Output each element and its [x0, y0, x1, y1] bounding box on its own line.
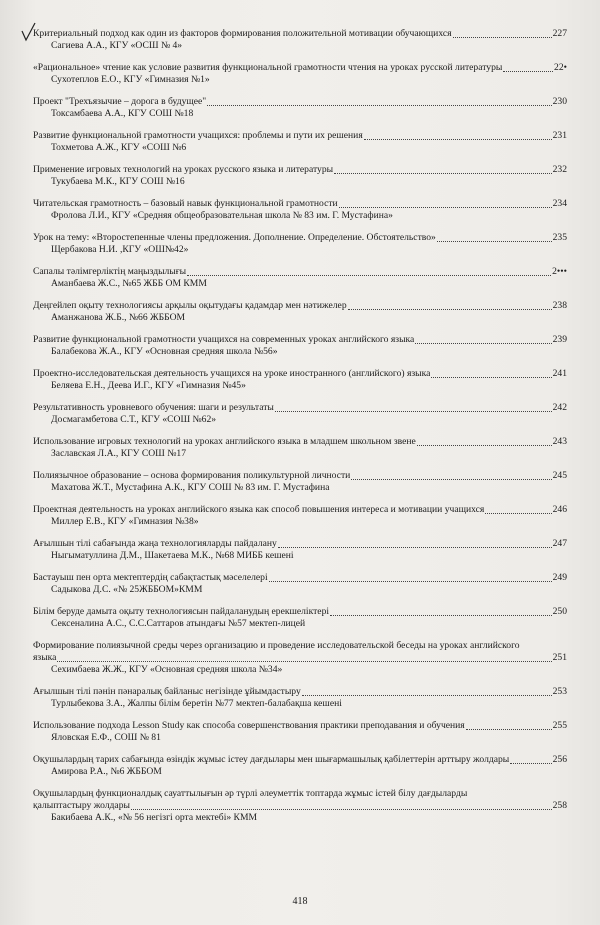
toc-entry-author: Бакибаева А.К., «№ 56 негізгі орта мектебі» КММ [51, 812, 258, 823]
dot-leader [437, 240, 552, 242]
entry-title-text: Результативность уровневого обучения: шаги и результаты [33, 402, 274, 413]
toc-entry-title [33, 402, 567, 414]
toc-entry-title [33, 572, 567, 584]
entry-page-number: 227 [552, 28, 567, 39]
dot-leader [57, 660, 551, 662]
toc-entry-title [33, 96, 567, 108]
toc-entry-title [33, 164, 567, 176]
entry-title-text: Ағылшын тілі сабағында жаңа технологияларды пайдалану [33, 538, 277, 549]
toc-entry-title [33, 300, 567, 312]
entry-title-text: Использование подхода Lesson Study как способа совершенствования практики преподавания и обучения [33, 720, 465, 731]
toc-entry [33, 266, 567, 290]
entry-title-text: Развитие функциональной грамотности учащихся на современных уроках английского языка [33, 334, 415, 345]
toc-entry [33, 436, 567, 460]
entry-title-text: Проектно-исследовательская деятельность учащихся на уроке иностранного (английского) языка [33, 368, 431, 379]
toc-entry [33, 368, 567, 392]
entry-title-text: Деңгейлеп оқыту технологиясы арқылы оқытудағы қадамдар мен нәтижелер [33, 300, 347, 311]
dot-leader [131, 808, 552, 810]
dot-leader [334, 172, 552, 174]
entry-title-text: Развитие функциональной грамотности учащихся: проблемы и пути их решения [33, 130, 363, 141]
entry-title-text: Применение игровых технологий на уроках русского языка и литературы [33, 164, 334, 175]
entry-page-number: 247 [552, 538, 567, 549]
entry-title-text: «Рациональное» чтение как условие развития функциональной грамотности чтения на уроках русской литературы [33, 62, 503, 73]
entry-page-number: 258 [552, 800, 567, 811]
toc-entry-title [33, 232, 567, 244]
dot-leader [466, 728, 552, 730]
toc-entry-title [33, 720, 567, 732]
toc-entry-author: Сексеналина А.С., С.С.Саттаров атындағы №57 мектеп-лицей [51, 618, 306, 629]
toc-entry [33, 96, 567, 120]
toc-entry-title [33, 754, 567, 766]
entry-page-number: 242 [552, 402, 567, 413]
entry-page-number: 245 [552, 470, 567, 481]
toc-entry [33, 28, 567, 52]
entry-title-text: Критериальный подход как один из факторов формирования положительной мотивации обучающихся [33, 28, 452, 39]
toc-entry [33, 334, 567, 358]
toc-entry [33, 640, 567, 676]
toc-entry-author: Ныгыматуллина Д.М., Шакетаева М.К., №68 МИББ кешені [51, 550, 294, 561]
toc-entry-title [33, 436, 567, 448]
toc-entry [33, 470, 567, 494]
table-of-contents [33, 28, 567, 824]
toc-entry-author: Досмагамбетова С.Т., КГУ «СОШ №62» [51, 414, 217, 425]
toc-entry-author: Балабекова Ж.А., КГУ «Основная средняя школа №56» [51, 346, 278, 357]
toc-entry-author: Аманбаева Ж.С., №65 ЖББ ОМ КММ [51, 278, 207, 289]
dot-leader [187, 274, 551, 276]
toc-entry-author: Амирова Р.А., №6 ЖББОМ [51, 766, 162, 777]
entry-title-text: Формирование полиязычной среды через организацию и проведение исследовательской беседы на уроках английского [33, 640, 520, 651]
dot-leader [351, 478, 551, 480]
dot-leader [364, 138, 552, 140]
entry-title-text: Урок на тему: «Второстепенные члены предложения. Дополнение. Определение. Обстоятельство» [33, 232, 436, 243]
dot-leader [417, 444, 552, 446]
entry-title-text: Оқушылардың функционалдық сауаттылығын әр түрлі әлеуметтік топтарда жұмыс істей білу дағдыларды [33, 788, 468, 799]
entry-page-number: 255 [552, 720, 567, 731]
toc-entry-author: Сухотеплов Е.О., КГУ «Гимназия №1» [51, 74, 210, 85]
entry-title-text: қалыптастыру жолдары [33, 800, 130, 811]
toc-entry [33, 130, 567, 154]
entry-title-text: Полиязычное образование – основа формирования поликультурной личности [33, 470, 351, 481]
entry-title-text: Білім беруде дамыта оқыту технологиясын пайдаланудың ерекшеліктері [33, 606, 330, 617]
entry-title-text: Читательская грамотность – базовый навык функциональной грамотности [33, 198, 338, 209]
dot-leader [415, 342, 551, 344]
page-number: 418 [292, 896, 308, 907]
dot-leader [339, 206, 552, 208]
toc-entry-author: Аманжанова Ж.Б., №66 ЖББОМ [51, 312, 186, 323]
toc-entry-author: Садыкова Д.С. «№ 25ЖББОМ»КММ [51, 584, 203, 595]
toc-entry [33, 606, 567, 630]
dot-leader [278, 546, 552, 548]
toc-entry-title [33, 62, 567, 74]
toc-entry [33, 538, 567, 562]
entry-page-number: 232 [552, 164, 567, 175]
entry-title-text: Оқушылардың тарих сабағында өзіндік жұмыс істеу дағдылары мен шығармашылық қабілеттерін арттыру жолдары [33, 754, 510, 765]
toc-entry-title [33, 606, 567, 618]
toc-entry [33, 788, 567, 824]
entry-page-number: 239 [552, 334, 567, 345]
toc-entry-title [33, 686, 567, 698]
toc-entry [33, 686, 567, 710]
toc-entry [33, 504, 567, 528]
entry-page-number: 2••• [552, 266, 567, 277]
dot-leader [510, 762, 551, 764]
toc-entry [33, 754, 567, 778]
entry-page-number: 234 [552, 198, 567, 209]
toc-entry-author: Сагиева А.А., КГУ «ОСШ № 4» [51, 40, 183, 51]
entry-page-number: 22• [554, 62, 567, 73]
toc-entry-title [33, 470, 567, 482]
toc-entry-author: Махатова Ж.Т., Мустафина А.К., КГУ СОШ № 83 им. Г. Мустафина [51, 482, 330, 493]
entry-page-number: 249 [552, 572, 567, 583]
toc-entry-title [33, 640, 567, 664]
entry-title-text: Сапалы тәлімгерліктің маңыздылығы [33, 266, 187, 277]
entry-page-number: 230 [552, 96, 567, 107]
toc-entry [33, 720, 567, 744]
entry-page-number: 238 [552, 300, 567, 311]
entry-title-text: Использование игровых технологий на уроках английского языка в младшем школьном звене [33, 436, 416, 447]
dot-leader [207, 104, 551, 106]
toc-entry-author: Тохметова А.Ж., КГУ «СОШ №6 [51, 142, 187, 153]
toc-entry [33, 232, 567, 256]
toc-entry [33, 198, 567, 222]
toc-entry-title [33, 130, 567, 142]
toc-entry-title [33, 266, 567, 278]
entry-title-text: языка [33, 652, 57, 663]
entry-page-number: 241 [552, 368, 567, 379]
dot-leader [348, 308, 552, 310]
entry-page-number: 251 [552, 652, 567, 663]
toc-entry-author: Беляева Е.Н., Деева И.Г., КГУ «Гимназия №45» [51, 380, 246, 391]
toc-entry-author: Заславская Л.А., КГУ СОШ №17 [51, 448, 187, 459]
entry-page-number: 256 [552, 754, 567, 765]
toc-entry [33, 62, 567, 86]
toc-entry [33, 402, 567, 426]
dot-leader [330, 614, 552, 616]
entry-title-text: Ағылшын тілі пәнін пәнаралық байланыс негізінде ұйымдастыру [33, 686, 301, 697]
toc-entry-title [33, 368, 567, 380]
toc-entry-title [33, 334, 567, 346]
entry-page-number: 253 [552, 686, 567, 697]
toc-entry-author: Щербакова Н.И. ,КГУ «ОШ№42» [51, 244, 189, 255]
entry-title-text: Проект "Трехъязычие – дорога в будущее" [33, 96, 207, 107]
dot-leader [485, 512, 551, 514]
toc-entry-title [33, 28, 567, 40]
dot-leader [503, 70, 553, 72]
toc-entry-author: Сехимбаева Ж.Ж., КГУ «Основная средняя школа №34» [51, 664, 283, 675]
dot-leader [269, 580, 552, 582]
toc-entry-title [33, 788, 567, 812]
entry-page-number: 231 [552, 130, 567, 141]
toc-entry-title [33, 198, 567, 210]
dot-leader [453, 36, 552, 38]
entry-title-text: Проектная деятельность на уроках английского языка как способ повышения интереса и мотивации учащихся [33, 504, 485, 515]
toc-entry-title [33, 538, 567, 550]
entry-page-number: 243 [552, 436, 567, 447]
toc-entry-author: Миллер Е.В., КГУ «Гимназия №38» [51, 516, 199, 527]
entry-page-number: 235 [552, 232, 567, 243]
toc-entry-author: Тукубаева М.К., КГУ СОШ №16 [51, 176, 185, 187]
toc-entry-author: Турлыбекова З.А., Жалпы білім беретін №77 мектеп-балабақша кешені [51, 698, 342, 709]
toc-entry [33, 164, 567, 188]
toc-entry-author: Фролова Л.И., КГУ «Средняя общеобразовательная школа № 83 им. Г. Мустафина» [51, 210, 393, 221]
dot-leader [431, 376, 551, 378]
toc-entry [33, 300, 567, 324]
toc-entry-author: Яловская Е.Ф., СОШ № 81 [51, 732, 161, 743]
dot-leader [275, 410, 552, 412]
toc-entry-author: Токсамбаева А.А., КГУ СОШ №18 [51, 108, 194, 119]
dot-leader [302, 694, 552, 696]
toc-entry [33, 572, 567, 596]
entry-page-number: 246 [552, 504, 567, 515]
entry-title-text: Бастауыш пен орта мектептердің сабақтастық мәселелері [33, 572, 268, 583]
toc-entry-title [33, 504, 567, 516]
entry-page-number: 250 [552, 606, 567, 617]
